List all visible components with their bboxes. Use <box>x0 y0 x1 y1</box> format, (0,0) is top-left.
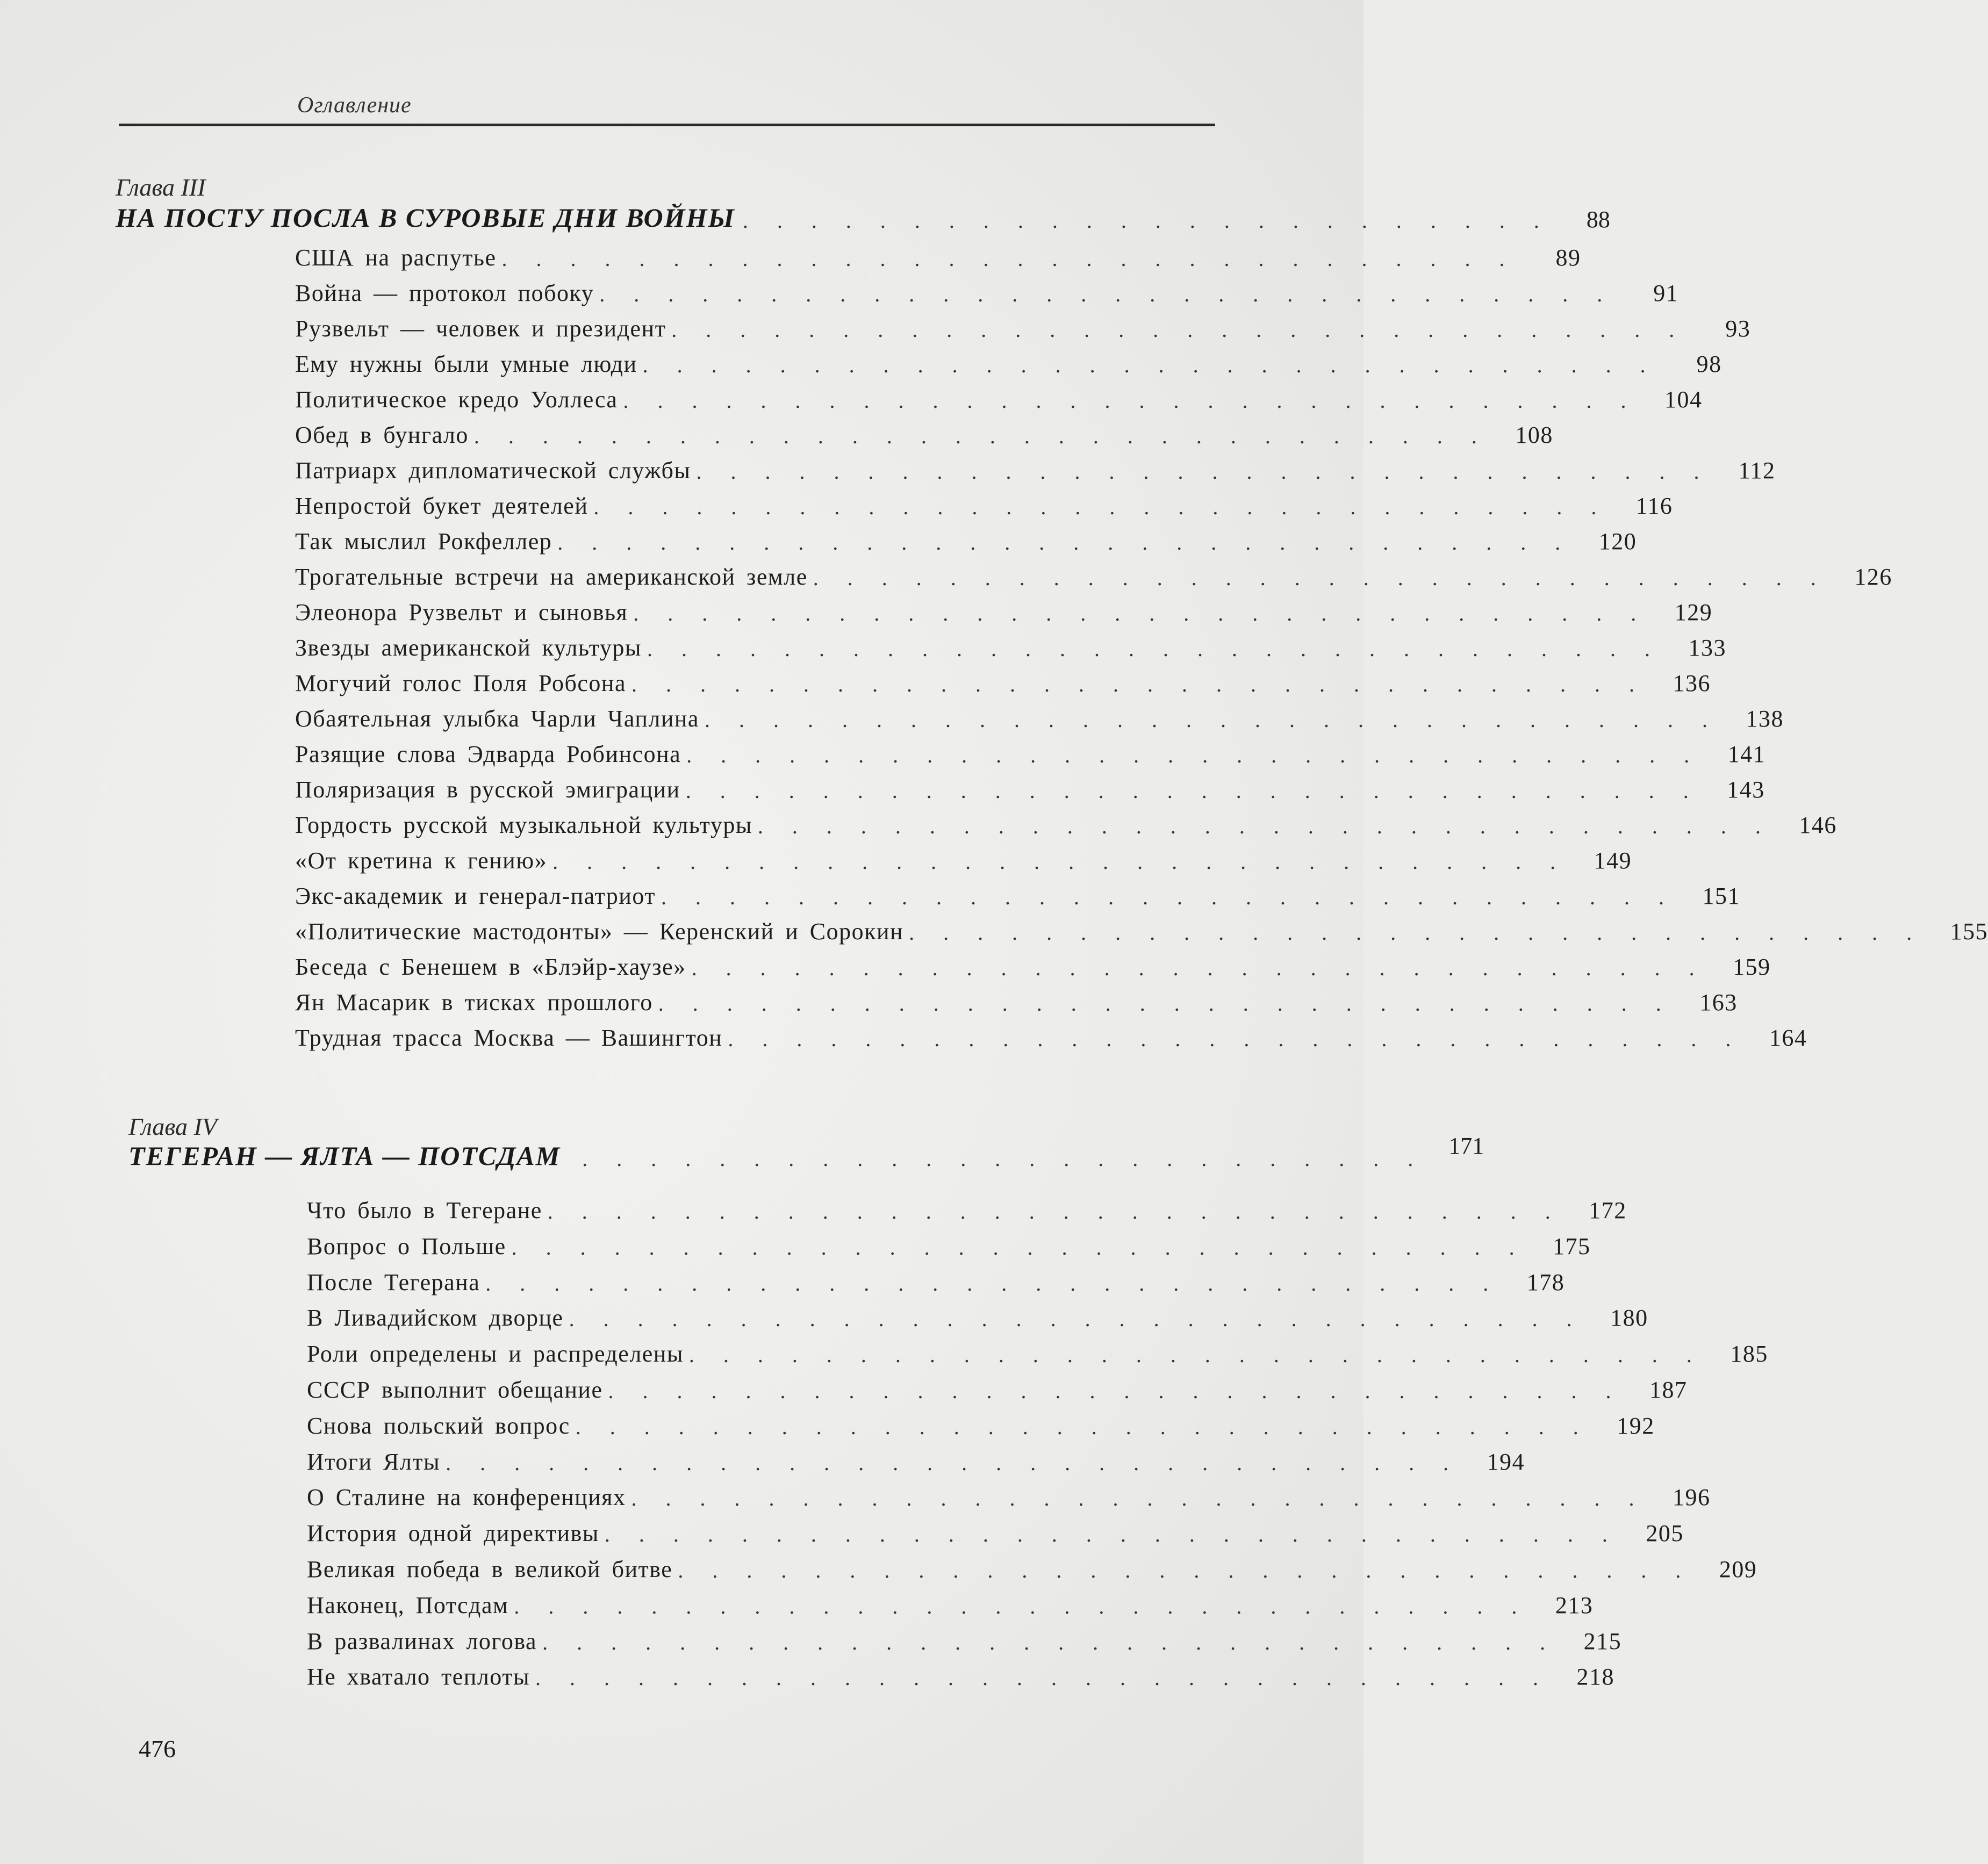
toc-entry-page: 159 <box>1733 954 1771 980</box>
toc-entry[interactable] <box>295 700 1784 732</box>
toc-entry-page: 180 <box>1610 1305 1648 1332</box>
toc-entry[interactable] <box>307 1551 1757 1583</box>
toc-entry-page: 112 <box>1738 457 1776 484</box>
toc-entry[interactable] <box>295 310 1751 342</box>
chapter-heading-row[interactable] <box>116 199 1610 233</box>
chapter-title: ТЕГЕРАН — ЯЛТА — ПОТСДАМ <box>128 1141 561 1171</box>
toc-entry-page: 151 <box>1702 883 1741 909</box>
toc-entry-title: Звезды американской культуры <box>295 635 642 661</box>
chapter-page-number: 171 <box>1448 1133 1484 1159</box>
toc-entry[interactable] <box>295 948 1771 981</box>
toc-entry[interactable] <box>307 1479 1711 1511</box>
toc-entry-title: Элеонора Рузвельт и сыновья <box>295 599 628 625</box>
toc-entry-page: 138 <box>1746 706 1784 732</box>
dot-leader: . . . . . . . . . . . . . . . . . . . . . . . . . . . . . . <box>542 1630 1558 1654</box>
dot-leader: . . . . . . . . . . . . . . . . . . . . . . . . . . . . . . <box>685 779 1700 803</box>
toc-entry-title: Рузвельт — человек и президент <box>295 315 666 342</box>
toc-entry-title: В Ливадийском дворце <box>307 1305 564 1332</box>
toc-entry-title: О Сталине на конференциях <box>307 1484 626 1511</box>
dot-leader: . . . . . . . . . . . . . . . . . . . . . . . . . . . . . . <box>631 1486 1646 1511</box>
toc-entry-page: 91 <box>1653 280 1679 306</box>
toc-entry-page: 98 <box>1696 351 1722 377</box>
toc-entry[interactable] <box>295 239 1581 271</box>
toc-entry-title: Беседа с Бенешем в «Блэйр-хаузе» <box>295 954 686 980</box>
chapter-heading-row[interactable] <box>128 1133 1484 1171</box>
toc-entry[interactable] <box>307 1658 1615 1690</box>
dot-leader: . . . . . . . . . . . . . . . . . . . . . . . . . . . . . . <box>909 920 1924 945</box>
toc-entry-title: «От кретина к гению» <box>295 847 548 874</box>
toc-entry-page: 163 <box>1699 989 1738 1016</box>
toc-entry[interactable] <box>307 1407 1655 1440</box>
toc-entry-title: Разящие слова Эдварда Робинсона <box>295 741 681 767</box>
toc-entry-title: США на распутье <box>295 244 497 271</box>
toc-entry-page: 172 <box>1589 1197 1627 1224</box>
toc-entry[interactable] <box>295 1019 1807 1052</box>
toc-entry[interactable] <box>295 558 1892 591</box>
toc-entry-title: История одной директивы <box>307 1520 599 1547</box>
toc-entry-page: 146 <box>1799 812 1837 838</box>
dot-leader: . . . . . . . . . . . . . . . . . . . . . . . . . . . . . . <box>473 424 1489 448</box>
toc-entry-title: Вопрос о Польше <box>307 1233 506 1260</box>
dot-leader: . . . . . . . . . . . . . . . . . . . . . . . . . . . . . . <box>691 956 1706 980</box>
toc-entry[interactable] <box>295 487 1673 520</box>
toc-entry-title: Великая победа в великой битве <box>307 1556 673 1582</box>
toc-entry[interactable] <box>295 877 1741 910</box>
toc-entry-page: 187 <box>1649 1377 1688 1403</box>
toc-entry[interactable] <box>295 842 1632 874</box>
toc-entry-page: 209 <box>1719 1556 1757 1582</box>
dot-leader: . . . . . . . . . . . . . . . . . . . . . . . . . . . . . . <box>608 1379 1623 1403</box>
toc-entry-title: Ян Масарик в тисках прошлого <box>295 989 653 1016</box>
toc-entry-title: Война — протокол побоку <box>295 280 594 306</box>
toc-entry-page: 116 <box>1635 493 1673 519</box>
dot-leader: . . . . . . . . . . . . . . . . . . . . . . . . <box>742 208 1551 233</box>
toc-entry[interactable] <box>295 736 1766 768</box>
dot-leader: . . . . . . . . . . . . . . . . . . . . . . . . . . . . . . <box>552 850 1568 874</box>
toc-entry-title: Непростой букет деятелей <box>295 493 588 519</box>
toc-entry-title: Обед в бунгало <box>295 422 469 448</box>
dot-leader: . . . . . . . . . . . . . . . . . . . . . . . . . . . . . . <box>485 1271 1501 1296</box>
toc-entry-page: 126 <box>1854 564 1892 590</box>
dot-leader: . . . . . . . . . . . . . . . . . . . . . . . . . . . . . . <box>535 1666 1551 1690</box>
toc-entry-page: 213 <box>1555 1592 1594 1618</box>
dot-leader: . . . . . . . . . . . . . . . . . . . . . . . . . . . . . . <box>547 1199 1562 1224</box>
dot-leader: . . . . . . . . . . . . . . . . . . . . . . . . . . . . . . <box>511 1235 1526 1260</box>
toc-entry[interactable] <box>307 1264 1565 1296</box>
toc-entry[interactable] <box>295 523 1637 555</box>
dot-leader: . . . . . . . . . . . . . . . . . . . . . . . . . . . . . . <box>446 1450 1461 1475</box>
toc-entry[interactable] <box>307 1335 1768 1368</box>
toc-entry-page: 218 <box>1576 1664 1615 1690</box>
dot-leader: . . . . . . . . . . . . . . . . . . . . . . . . . . . . . . <box>757 814 1772 838</box>
toc-entry-title: Трудная трасса Москва — Вашингтон <box>295 1025 723 1051</box>
toc-entry-page: 155 <box>1950 918 1988 945</box>
toc-entry-page: 104 <box>1664 386 1703 413</box>
toc-entry-page: 164 <box>1769 1025 1807 1051</box>
toc-entry[interactable] <box>295 416 1553 449</box>
toc-entry-title: Ему нужны были умные люди <box>295 351 637 377</box>
dot-leader: . . . . . . . . . . . . . . . . . . . . . . . . . . . . . . <box>686 743 1702 767</box>
chapter-label: Глава III <box>116 174 206 201</box>
dot-leader: . . . . . . . . . . . . . . . . . . . . . . . . . . . . . . <box>599 282 1614 306</box>
dot-leader: . . . . . . . . . . . . . . . . . . . . . . . . . . . . . . <box>569 1307 1584 1332</box>
chapter-title: НА ПОСТУ ПОСЛА В СУРОВЫЕ ДНИ ВОЙНЫ <box>116 203 735 233</box>
toc-entry-title: Наконец, Потсдам <box>307 1592 509 1618</box>
toc-entry-page: 215 <box>1583 1628 1622 1654</box>
dot-leader: . . . . . . . . . . . . . . . . . . . . . . . . . . . . . . <box>704 708 1719 732</box>
toc-entry-title: СССР выполнит обещание <box>307 1377 603 1403</box>
toc-entry[interactable] <box>295 629 1726 661</box>
toc-entry-title: Экс-академик и генерал-патриот <box>295 883 656 909</box>
dot-leader: . . . . . . . . . . . . . . . . . . . . . . . . . . . . . . <box>696 459 1711 484</box>
dot-leader: . . . . . . . . . . . . . . . . . . . . . . . . . . . . . . <box>688 1343 1704 1368</box>
toc-entry-title: «Политические мастодонты» — Керенский и Сорокин <box>295 918 904 945</box>
toc-entry[interactable] <box>295 381 1703 413</box>
toc-entry-page: 133 <box>1688 635 1726 661</box>
dot-leader: . . . . . . . . . . . . . . . . . . . . . . . . . . . . . . <box>604 1522 1619 1547</box>
dot-leader: . . . . . . . . . . . . . . . . . . . . . . . . . . . . . . <box>813 566 1828 590</box>
toc-entry[interactable] <box>307 1443 1525 1476</box>
dot-leader: . . . . . . . . . . . . . . . . . . . . . . . . . . . . . . <box>575 1414 1590 1439</box>
toc-entry[interactable] <box>307 1515 1684 1547</box>
toc-entry-title: Гордость русской музыкальной культуры <box>295 812 752 838</box>
toc-entry[interactable] <box>295 665 1711 697</box>
toc-entry-title: Политическое кредо Уоллеса <box>295 386 618 413</box>
toc-entry[interactable] <box>295 984 1738 1016</box>
toc-entry-title: Обаятельная улыбка Чарли Чаплина <box>295 706 699 732</box>
dot-leader: . . . . . . . . . . . . . . . . . . . . . . . . . . . . . . <box>593 495 1609 519</box>
toc-entry[interactable] <box>307 1299 1648 1332</box>
toc-entry[interactable] <box>307 1623 1622 1655</box>
running-head: Оглавление <box>297 93 412 118</box>
dot-leader: . . . . . . . . . . . . . . . . . . . . . . . . . <box>582 1147 1425 1171</box>
dot-leader: . . . . . . . . . . . . . . . . . . . . . . . . . . . . . . <box>501 247 1517 271</box>
toc-entry-title: Роли определены и распределены <box>307 1341 684 1368</box>
toc-entry-page: 136 <box>1673 670 1711 696</box>
dot-leader: . . . . . . . . . . . . . . . . . . . . . . . . . . . . . . <box>728 1027 1743 1051</box>
toc-entry[interactable] <box>295 913 1988 945</box>
dot-leader: . . . . . . . . . . . . . . . . . . . . . . . . . . . . . . <box>623 388 1638 413</box>
toc-entry-title: Могучий голос Поля Робсона <box>295 670 627 696</box>
chapter-label: Глава IV <box>128 1113 217 1140</box>
toc-entry-title: Что было в Тегеране <box>307 1197 542 1224</box>
dot-leader: . . . . . . . . . . . . . . . . . . . . . . . . . . . . . . <box>642 353 1657 377</box>
toc-entry[interactable] <box>307 1371 1688 1404</box>
dot-leader: . . . . . . . . . . . . . . . . . . . . . . . . . . . . . . <box>678 1558 1693 1582</box>
toc-entry-page: 143 <box>1727 776 1765 803</box>
toc-entry-page: 175 <box>1553 1233 1591 1260</box>
dot-leader: . . . . . . . . . . . . . . . . . . . . . . . . . . . . . . <box>661 885 1676 909</box>
dot-leader: . . . . . . . . . . . . . . . . . . . . . . . . . . . . . . <box>647 637 1662 661</box>
toc-entry-page: 192 <box>1617 1412 1655 1439</box>
toc-entry[interactable] <box>295 275 1679 307</box>
toc-entry-title: Так мыслил Рокфеллер <box>295 528 552 555</box>
dot-leader: . . . . . . . . . . . . . . . . . . . . . . . . . . . . . . <box>671 318 1686 342</box>
header-rule <box>119 124 1215 126</box>
toc-entry-page: 196 <box>1673 1484 1711 1511</box>
chapter-page-number: 88 <box>1586 206 1610 233</box>
toc-entry[interactable] <box>295 594 1713 626</box>
toc-entry-page: 93 <box>1725 315 1751 342</box>
toc-entry-title: После Тегерана <box>307 1269 480 1296</box>
toc-entry-page: 185 <box>1730 1341 1768 1368</box>
toc-entry-page: 141 <box>1727 741 1766 767</box>
toc-entry[interactable] <box>295 346 1722 378</box>
dot-leader: . . . . . . . . . . . . . . . . . . . . . . . . . . . . . . <box>631 672 1647 696</box>
toc-entry-page: 178 <box>1526 1269 1565 1296</box>
toc-entry-title: Трогательные встречи на американской земле <box>295 564 808 590</box>
toc-entry-title: Не хватало теплоты <box>307 1664 530 1690</box>
toc-entry-page: 149 <box>1594 847 1632 874</box>
dot-leader: . . . . . . . . . . . . . . . . . . . . . . . . . . . . . . <box>514 1594 1529 1618</box>
toc-entry[interactable] <box>307 1587 1594 1619</box>
toc-entry-title: Патриарх дипломатической службы <box>295 457 691 484</box>
toc-entry[interactable] <box>307 1228 1591 1260</box>
page-folio: 476 <box>139 1735 176 1762</box>
toc-entry-page: 108 <box>1515 422 1553 448</box>
toc-entry-page: 205 <box>1646 1520 1684 1547</box>
toc-entry-title: Итоги Ялты <box>307 1448 441 1475</box>
toc-entry-page: 194 <box>1487 1448 1525 1475</box>
toc-entry-title: В развалинах логова <box>307 1628 537 1654</box>
dot-leader: . . . . . . . . . . . . . . . . . . . . . . . . . . . . . . <box>658 991 1673 1016</box>
dot-leader: . . . . . . . . . . . . . . . . . . . . . . . . . . . . . . <box>633 601 1648 625</box>
toc-entry-page: 120 <box>1598 528 1637 555</box>
dot-leader: . . . . . . . . . . . . . . . . . . . . . . . . . . . . . . <box>557 530 1573 555</box>
toc-entry-page: 89 <box>1555 244 1581 271</box>
toc-entry[interactable] <box>295 807 1837 839</box>
toc-entry-title: Снова польский вопрос <box>307 1412 570 1439</box>
toc-entry[interactable] <box>295 452 1776 484</box>
toc-entry[interactable] <box>307 1192 1627 1224</box>
toc-entry[interactable] <box>295 771 1765 803</box>
toc-entry-page: 129 <box>1674 599 1713 625</box>
toc-entry-title: Поляризация в русской эмиграции <box>295 776 680 803</box>
